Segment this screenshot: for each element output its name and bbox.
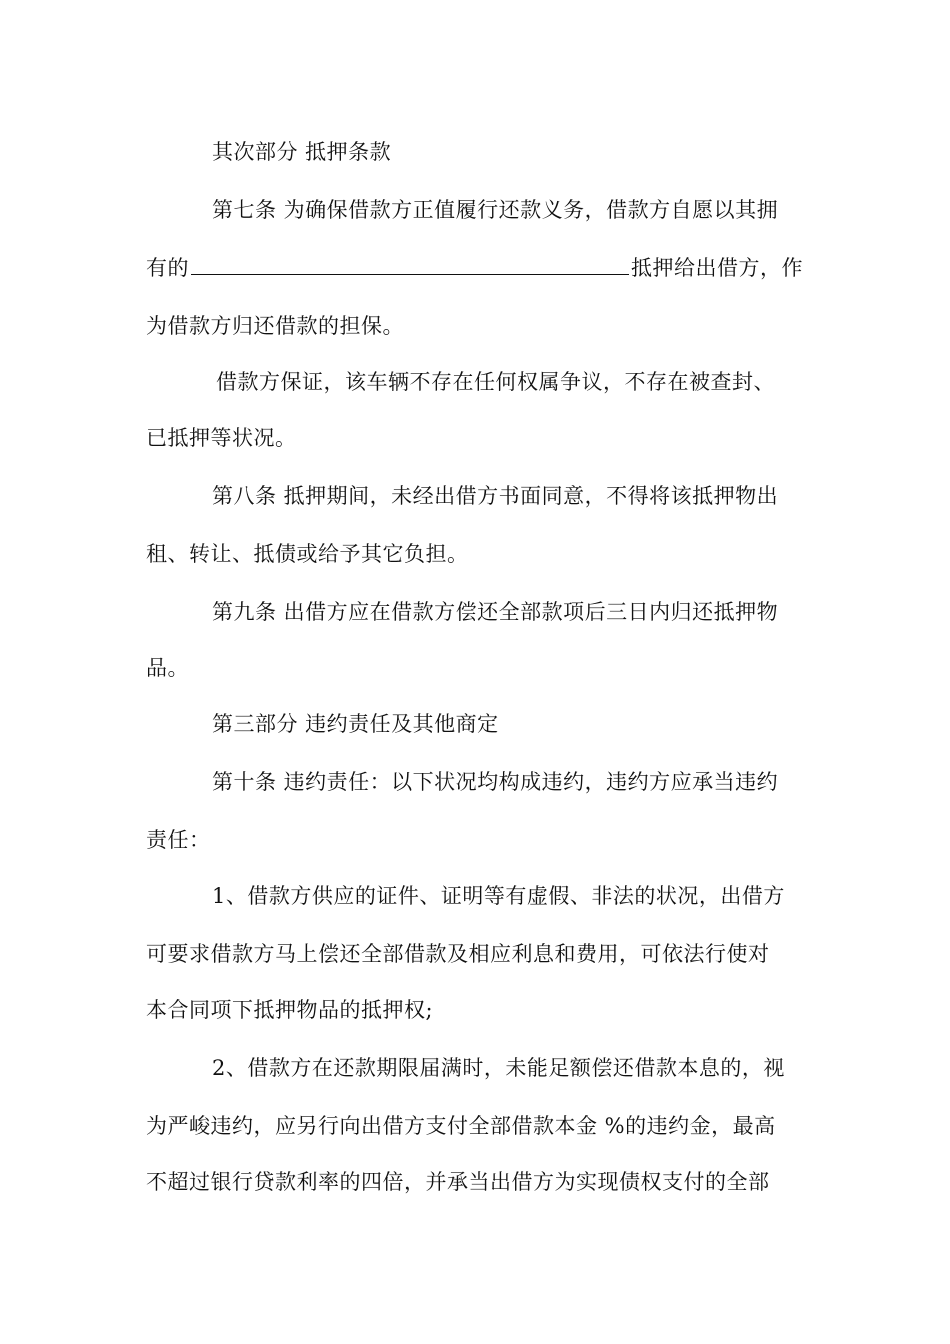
section-heading-part2: 其次部分 抵押条款 <box>212 140 392 164</box>
article7-line3: 为借款方归还借款的担保。 <box>146 314 404 338</box>
article10-line2: 责任： <box>146 828 211 852</box>
item1-line3: 本合同项下抵押物品的抵押权; <box>146 998 434 1022</box>
article7-line2-before: 有的 <box>146 256 189 280</box>
article7-line1: 第七条 为确保借款方正值履行还款义务，借款方自愿以其拥 <box>212 198 779 222</box>
article9-line1: 第九条 出借方应在借款方偿还全部款项后三日内归还抵押物 <box>212 600 779 624</box>
item1-line2: 可要求借款方马上偿还全部借款及相应利息和费用，可依法行使对 <box>146 942 770 966</box>
guarantee-line2: 已抵押等状况。 <box>146 426 297 450</box>
article10-line1: 第十条 违约责任：以下状况均构成违约，违约方应承当违约 <box>212 770 779 794</box>
item1-line1: 1、借款方供应的证件、证明等有虚假、非法的状况，出借方 <box>212 884 785 908</box>
article8-line2: 租、转让、抵债或给予其它负担。 <box>146 542 469 566</box>
item2-line3: 不超过银行贷款利率的四倍，并承当出借方为实现债权支付的全部 <box>146 1170 770 1194</box>
article8-line1: 第八条 抵押期间，未经出借方书面同意，不得将该抵押物出 <box>212 484 779 508</box>
article7-line2-after: 抵押给出借方，作 <box>631 256 803 280</box>
article9-line2: 品。 <box>146 656 189 680</box>
guarantee-line1: 借款方保证，该车辆不存在任何权属争议，不存在被查封、 <box>216 370 775 394</box>
fill-in-blank[interactable] <box>191 254 629 275</box>
item2-line1: 2、借款方在还款期限届满时，未能足额偿还借款本息的，视 <box>212 1056 785 1080</box>
item2-line2: 为严峻违约，应另行向出借方支付全部借款本金 %的违约金，最高 <box>146 1114 776 1138</box>
article7-line2 <box>146 254 806 282</box>
section-heading-part3: 第三部分 违约责任及其他商定 <box>212 712 499 736</box>
